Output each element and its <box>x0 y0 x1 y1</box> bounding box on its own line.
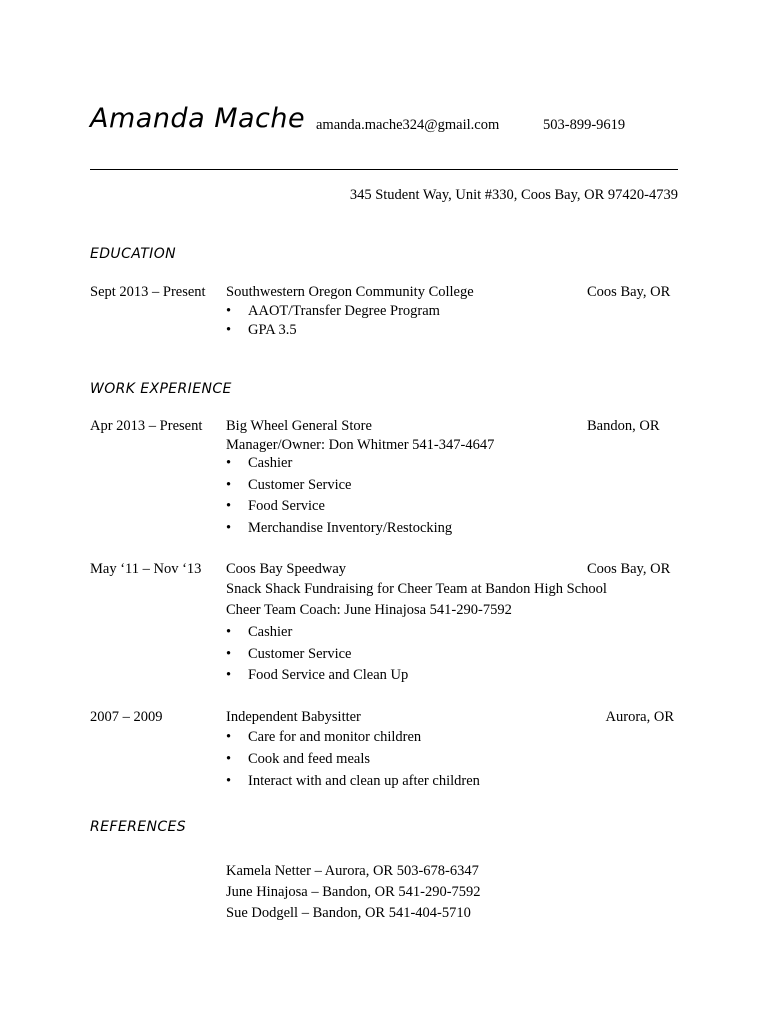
bullet-icon: • <box>226 729 232 745</box>
list-item: • Interact with and clean up after children <box>226 773 480 789</box>
mailing-address: 345 Student Way, Unit #330, Coos Bay, OR 97420-4739 <box>349 187 678 203</box>
education-heading: EDUCATION <box>90 246 176 262</box>
job-employer: Big Wheel General Store <box>226 418 372 434</box>
work-experience-heading: WORK EXPERIENCE <box>90 381 232 397</box>
reference-item: Kamela Netter – Aurora, OR 503-678-6347 <box>226 863 479 879</box>
list-item: • Care for and monitor children <box>226 729 422 745</box>
bullet-icon: • <box>226 624 232 640</box>
list-item: • Customer Service <box>226 477 352 493</box>
job-employer: Independent Babysitter <box>226 709 361 725</box>
bullet-icon: • <box>226 477 232 493</box>
job-dates: Apr 2013 – Present <box>90 418 203 434</box>
bullet-icon: • <box>226 303 232 319</box>
bullet-icon: • <box>226 751 232 767</box>
job-location: Bandon, OR <box>587 418 660 434</box>
header-divider <box>90 169 678 170</box>
list-item: • Customer Service <box>226 646 352 662</box>
references-heading: REFERENCES <box>90 819 187 835</box>
list-item: • Food Service <box>226 498 325 514</box>
job-dates: 2007 – 2009 <box>90 709 163 725</box>
job-employer: Coos Bay Speedway <box>226 561 347 577</box>
job-detail: Cheer Team Coach: June Hinajosa 541-290-7592 <box>226 602 512 618</box>
education-school: Southwestern Oregon Community College <box>226 284 474 300</box>
education-dates: Sept 2013 – Present <box>90 284 206 300</box>
resume-name: Amanda Mache <box>90 103 306 134</box>
job-detail: Snack Shack Fundraising for Cheer Team at Bandon High School <box>226 581 607 597</box>
list-item: • Cashier <box>226 624 293 640</box>
list-item: • Cashier <box>226 455 293 471</box>
bullet-icon: • <box>226 455 232 471</box>
bullet-icon: • <box>226 520 232 536</box>
education-location: Coos Bay, OR <box>587 284 671 300</box>
reference-item: June Hinajosa – Bandon, OR 541-290-7592 <box>226 884 481 900</box>
list-item: • Merchandise Inventory/Restocking <box>226 520 453 536</box>
list-item: • GPA 3.5 <box>226 322 297 338</box>
job-dates: May ‘11 – Nov ‘13 <box>90 561 202 577</box>
bullet-icon: • <box>226 646 232 662</box>
job-location: Coos Bay, OR <box>587 561 671 577</box>
phone-number: 503-899-9619 <box>543 117 626 133</box>
job-location: Aurora, OR <box>605 709 674 725</box>
bullet-icon: • <box>226 667 232 683</box>
bullet-icon: • <box>226 773 232 789</box>
list-item: • Food Service and Clean Up <box>226 667 409 683</box>
list-item: • Cook and feed meals <box>226 751 371 767</box>
reference-item: Sue Dodgell – Bandon, OR 541-404-5710 <box>226 905 471 921</box>
bullet-icon: • <box>226 498 232 514</box>
email-address: amanda.mache324@gmail.com <box>316 117 500 133</box>
bullet-icon: • <box>226 322 232 338</box>
job-detail: Manager/Owner: Don Whitmer 541-347-4647 <box>226 437 495 453</box>
list-item: • AAOT/Transfer Degree Program <box>226 303 440 319</box>
